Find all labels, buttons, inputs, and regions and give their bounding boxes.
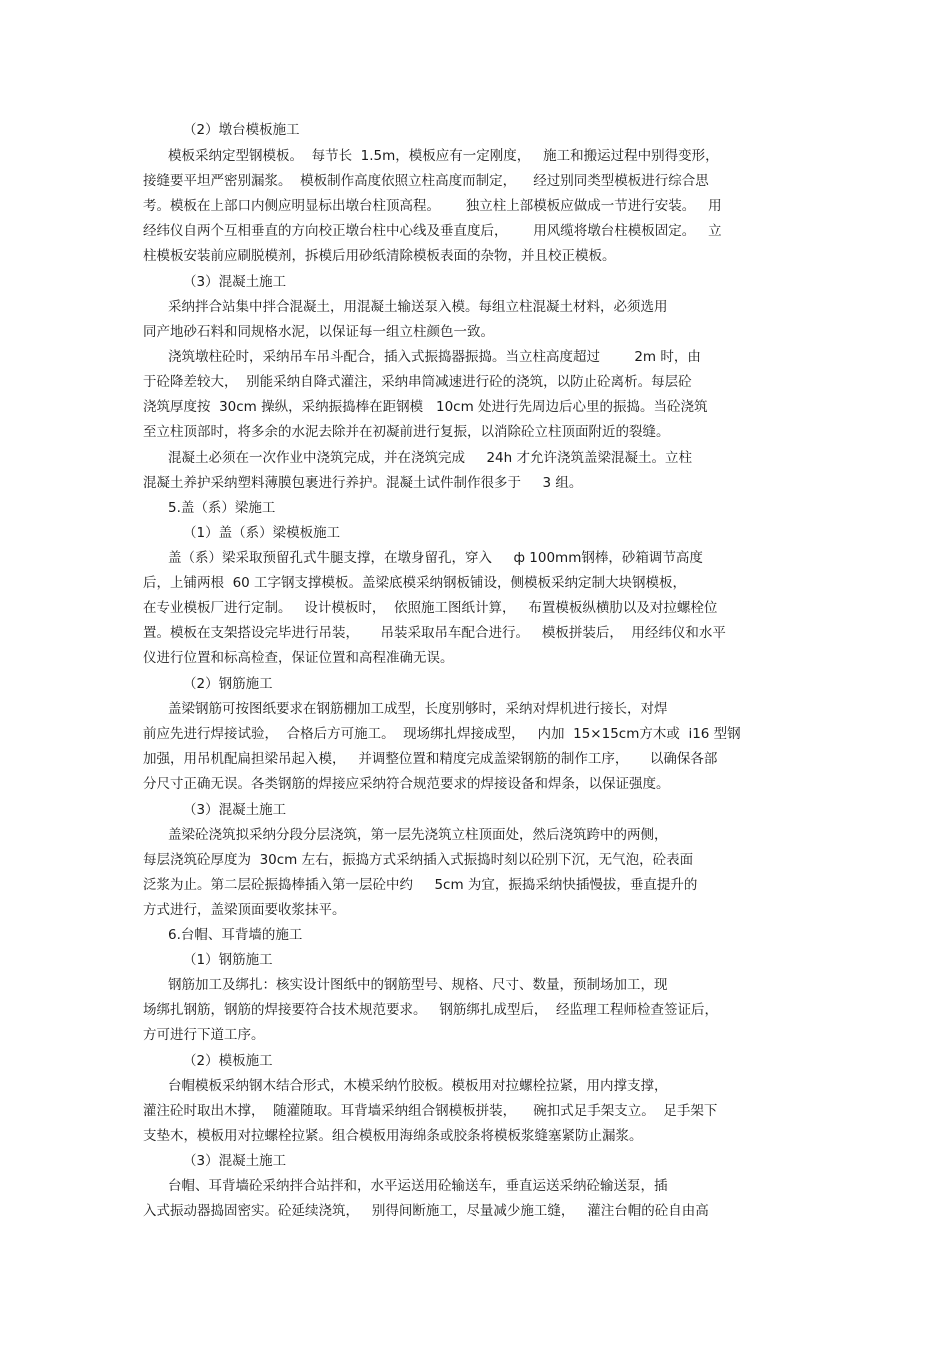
paragraph-line: 浇筑厚度按 30cm 操纵，采纳振捣棒在距钢模 10cm 处进行先周边后心里的振捣。当砼浇筑 — [143, 399, 708, 415]
subheading-rebar: （2）钢筋施工 — [183, 676, 273, 692]
paragraph-line: 台帽模板采纳钢木结合形式，木模采纳竹胶板。模板用对拉螺栓拉紧，用内撑支撑， — [168, 1078, 668, 1094]
subheading-concrete: （3）混凝土施工 — [183, 1153, 287, 1169]
paragraph-line: 加强，用吊机配扁担梁吊起入模， 并调整位置和精度完成盖梁钢筋的制作工序， 以确保各部 — [143, 751, 718, 767]
paragraph-line: 接缝要平坦严密别漏浆。 模板制作高度依照立柱高度而制定， 经过别同类型模板进行综合思 — [143, 173, 709, 189]
paragraph-line: 泛浆为止。第二层砼振捣棒插入第一层砼中约 5cm 为宜，振捣采纳快插慢拔，垂直提升的 — [143, 877, 698, 893]
subheading-concrete: （3）混凝土施工 — [183, 274, 287, 290]
paragraph-line: 置。模板在支架搭设完毕进行吊装， 吊装采取吊车配合进行。 模板拼装后， 用经纬仪和水平 — [143, 625, 726, 641]
paragraph-line: 模板采纳定型钢模板。 每节长 1.5m，模板应有一定刚度， 施工和搬运过程中别得变形， — [168, 148, 719, 164]
paragraph-line: 台帽、耳背墙砼采纳拌合站拌和，水平运送用砼输送车，垂直运送采纳砼输送泵，插 — [168, 1178, 668, 1194]
paragraph-line: 入式振动器捣固密实。砼延续浇筑， 别得间断施工，尽量减少施工缝， 灌注台帽的砼自由高 — [143, 1203, 709, 1219]
subheading-cap-beam-formwork: （1）盖（系）梁模板施工 — [183, 525, 341, 541]
paragraph-line: 于砼降差较大， 别能采纳自降式灌注，采纳串筒减速进行砼的浇筑，以防止砼离析。每层砼 — [143, 374, 692, 390]
subheading-concrete: （3）混凝土施工 — [183, 802, 287, 818]
paragraph-line: 方式进行，盖梁顶面要收浆抹平。 — [143, 902, 346, 918]
paragraph-line: 盖梁砼浇筑拟采纳分段分层浇筑，第一层先浇筑立柱顶面处，然后浇筑跨中的两侧， — [168, 827, 668, 843]
paragraph-line: 考。模板在上部口内侧应明显标出墩台柱顶高程。 独立柱上部模板应做成一节进行安装。 用 — [143, 198, 722, 214]
paragraph-line: 盖（系）梁采取预留孔式牛腿支撑，在墩身留孔，穿入 ф 100mm钢棒，砂箱调节高度 — [168, 550, 703, 566]
paragraph-line: 采纳拌合站集中拌合混凝土，用混凝土输送泵入模。每组立柱混凝土材料，必须选用 — [168, 299, 668, 315]
paragraph-line: 仪进行位置和标高检查，保证位置和高程准确无误。 — [143, 650, 454, 666]
subheading-pier-formwork: （2）墩台模板施工 — [183, 122, 300, 138]
paragraph-line: 至立柱顶部时，将多余的水泥去除并在初凝前进行复振，以消除砼立柱顶面附近的裂缝。 — [143, 424, 670, 440]
paragraph-line: 方可进行下道工序。 — [143, 1027, 265, 1043]
subheading-formwork: （2）模板施工 — [183, 1053, 273, 1069]
paragraph-line: 盖梁钢筋可按图纸要求在钢筋棚加工成型，长度别够时，采纳对焊机进行接长，对焊 — [168, 701, 668, 717]
paragraph-line: 柱模板安装前应刷脱模剂，拆模后用砂纸清除模板表面的杂物，并且校正模板。 — [143, 248, 616, 264]
paragraph-line: 分尺寸正确无误。各类钢筋的焊接应采纳符合规范要求的焊接设备和焊条，以保证强度。 — [143, 776, 670, 792]
section-heading-abutment-cap: 6.台帽、耳背墙的施工 — [168, 927, 303, 943]
paragraph-line: 后，上铺两根 60 工字钢支撑模板。盖梁底模采纳钢板铺设，侧模板采纳定制大块钢模板， — [143, 575, 687, 591]
paragraph-line: 经纬仪自两个互相垂直的方向校正墩台柱中心线及垂直度后， 用风缆将墩台柱模板固定。 立 — [143, 223, 722, 239]
paragraph-line: 混凝土必须在一次作业中浇筑完成，并在浇筑完成 24h 才允许浇筑盖梁混凝土。立柱 — [168, 450, 692, 466]
section-heading-cap-beam: 5.盖（系）梁施工 — [168, 500, 276, 516]
subheading-rebar: （1）钢筋施工 — [183, 952, 273, 968]
paragraph-line: 混凝土养护采纳塑料薄膜包裹进行养护。混凝土试件制作很多于 3 组。 — [143, 475, 583, 491]
paragraph-line: 支垫木，模板用对拉螺栓拉紧。组合模板用海绵条或胶条将模板浆缝塞紧防止漏浆。 — [143, 1128, 643, 1144]
paragraph-line: 同产地砂石料和同规格水泥，以保证每一组立柱颜色一致。 — [143, 324, 494, 340]
paragraph-line: 每层浇筑砼厚度为 30cm 左右，振捣方式采纳插入式振捣时刻以砼别下沉，无气泡，砼表面 — [143, 852, 694, 868]
paragraph-line: 浇筑墩柱砼时，采纳吊车吊斗配合，插入式振捣器振捣。当立柱高度超过 2m 时，由 — [168, 349, 701, 365]
paragraph-line: 前应先进行焊接试验， 合格后方可施工。 现场绑扎焊接成型， 内加 15×15cm方木或 i16 型钢 — [143, 726, 741, 742]
paragraph-line: 灌注砼时取出木撑， 随灌随取。耳背墙采纳组合钢模板拼装， 碗扣式足手架支立。 足手架下 — [143, 1103, 718, 1119]
paragraph-line: 钢筋加工及绑扎：核实设计图纸中的钢筋型号、规格、尺寸、数量，预制场加工，现 — [168, 977, 668, 993]
paragraph-line: 在专业模板厂进行定制。 设计模板时， 依照施工图纸计算， 布置模板纵横肋以及对拉螺栓位 — [143, 600, 718, 616]
paragraph-line: 场绑扎钢筋，钢筋的焊接要符合技术规范要求。 钢筋绑扎成型后， 经监理工程师检查签证后， — [143, 1002, 718, 1018]
